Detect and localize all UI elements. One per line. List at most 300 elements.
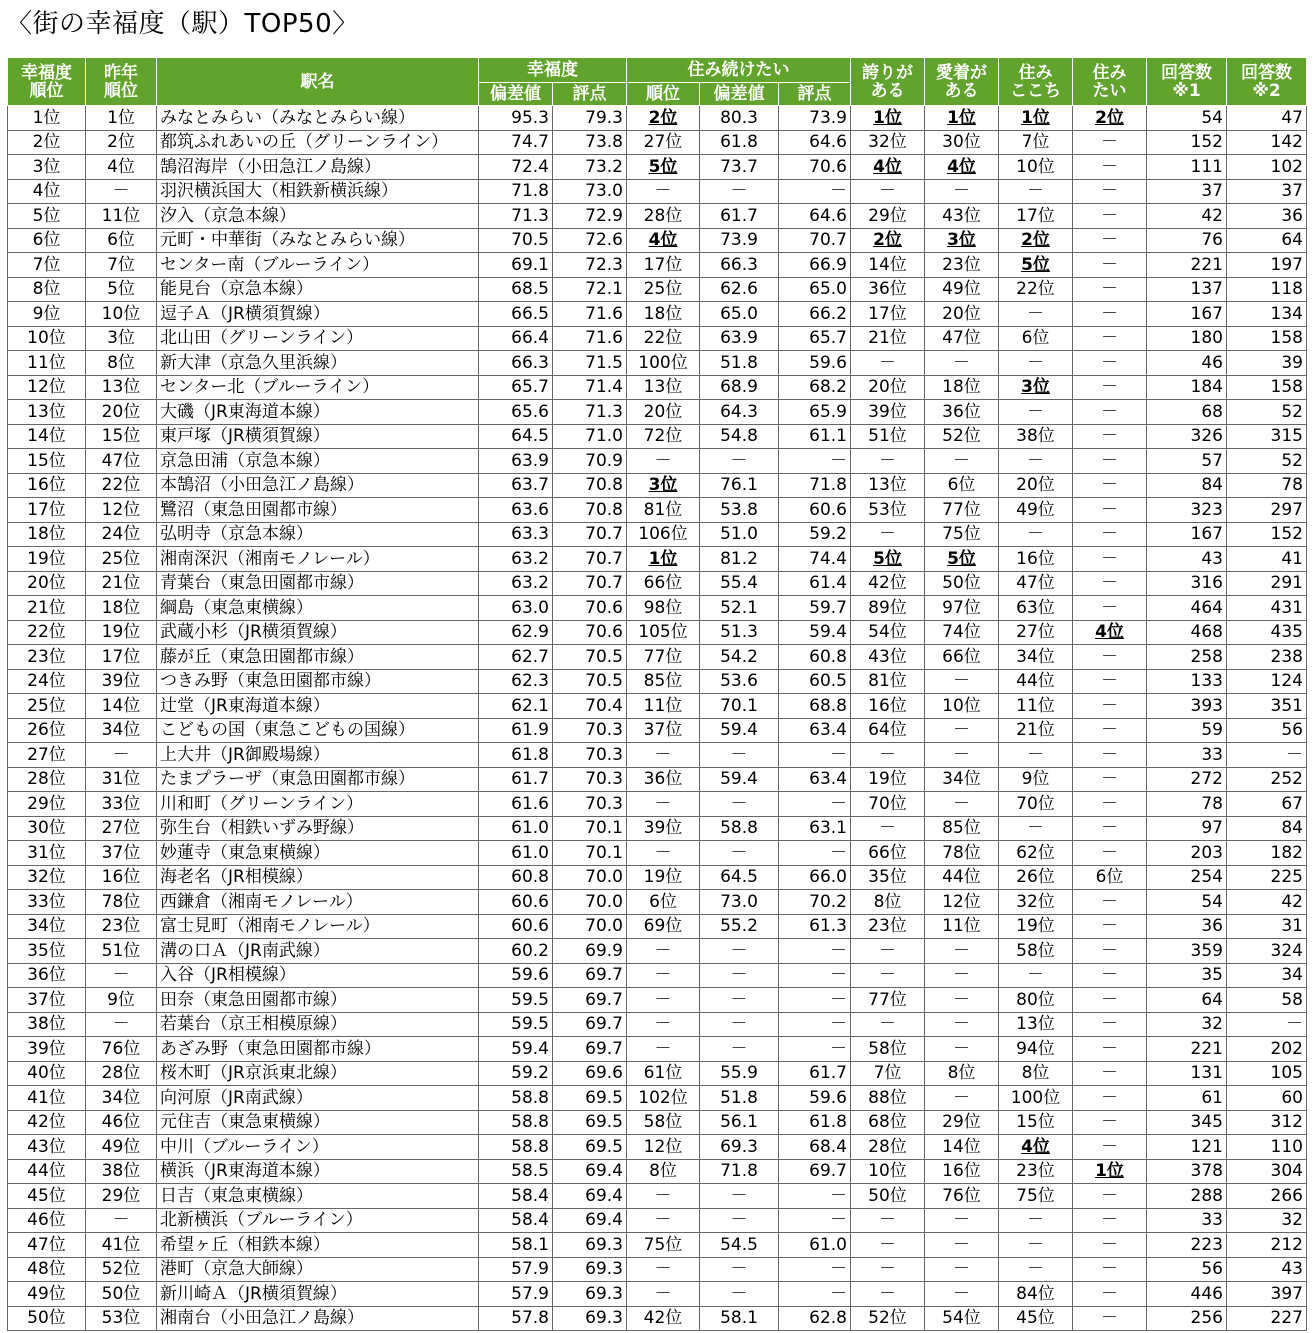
- cell-responses-2: 105: [1227, 1061, 1307, 1086]
- cell-desire-rank: －: [1073, 645, 1147, 670]
- cell-responses-1: 359: [1147, 939, 1227, 964]
- cell-desire-rank: －: [1073, 718, 1147, 743]
- cell-responses-1: 446: [1147, 1282, 1227, 1307]
- cell-want-rank: 2位: [627, 106, 700, 131]
- cell-pride-rank: 77位: [851, 988, 925, 1013]
- table-row: [8, 326, 1307, 351]
- cell-desire-rank: －: [1073, 571, 1147, 596]
- cell-responses-1: 393: [1147, 694, 1227, 719]
- cell-prev-rank: 34位: [86, 1086, 157, 1111]
- cell-desire-rank: －: [1073, 1184, 1147, 1209]
- cell-attachment-rank: 54位: [925, 1306, 999, 1331]
- cell-happiness-score: 73.2: [553, 155, 627, 180]
- cell-happiness-dev: 59.5: [479, 1012, 553, 1037]
- cell-prev-rank: 27位: [86, 816, 157, 841]
- cell-prev-rank: 4位: [86, 155, 157, 180]
- cell-happiness-dev: 64.5: [479, 424, 553, 449]
- cell-comfort-rank: 17位: [999, 204, 1073, 229]
- cell-want-rank: 19位: [627, 865, 700, 890]
- cell-prev-rank: 38位: [86, 1159, 157, 1184]
- cell-prev-rank: 28位: [86, 1061, 157, 1086]
- cell-want-score: 69.7: [779, 1159, 851, 1184]
- cell-pride-rank: 23位: [851, 914, 925, 939]
- cell-pride-rank: 32位: [851, 130, 925, 155]
- cell-want-dev: 63.9: [700, 326, 779, 351]
- cell-want-rank: 8位: [627, 1159, 700, 1184]
- cell-comfort-rank: 13位: [999, 1012, 1073, 1037]
- cell-responses-2: 36: [1227, 204, 1307, 229]
- cell-want-score: －: [779, 1037, 851, 1062]
- table-row: [8, 106, 1307, 131]
- cell-responses-2: 312: [1227, 1110, 1307, 1135]
- cell-pride-rank: 70位: [851, 792, 925, 817]
- cell-responses-1: 152: [1147, 130, 1227, 155]
- cell-desire-rank: －: [1073, 1257, 1147, 1282]
- cell-station-name: 中川（ブルーライン）: [157, 1135, 479, 1160]
- cell-pride-rank: －: [851, 351, 925, 376]
- cell-rank: 10位: [8, 326, 86, 351]
- cell-happiness-score: 69.7: [553, 988, 627, 1013]
- cell-desire-rank: －: [1073, 424, 1147, 449]
- header-want-rank: 順位: [627, 83, 700, 106]
- cell-prev-rank: 2位: [86, 130, 157, 155]
- cell-pride-rank: 64位: [851, 718, 925, 743]
- cell-want-dev: 80.3: [700, 106, 779, 131]
- cell-responses-1: 133: [1147, 669, 1227, 694]
- cell-happiness-score: 70.0: [553, 890, 627, 915]
- cell-station-name: 北山田（グリーンライン）: [157, 326, 479, 351]
- cell-want-score: 61.1: [779, 424, 851, 449]
- cell-comfort-rank: －: [999, 743, 1073, 768]
- cell-prev-rank: 29位: [86, 1184, 157, 1209]
- cell-responses-2: 197: [1227, 253, 1307, 278]
- table-row: [8, 1086, 1307, 1111]
- cell-attachment-rank: －: [925, 1012, 999, 1037]
- cell-rank: 21位: [8, 596, 86, 621]
- cell-want-dev: －: [700, 963, 779, 988]
- cell-station-name: 逗子Ａ（JR横須賀線）: [157, 302, 479, 327]
- cell-want-score: 59.6: [779, 1086, 851, 1111]
- cell-happiness-score: 71.3: [553, 400, 627, 425]
- cell-rank: 19位: [8, 547, 86, 572]
- cell-pride-rank: 88位: [851, 1086, 925, 1111]
- cell-happiness-dev: 66.3: [479, 351, 553, 376]
- cell-responses-2: 252: [1227, 767, 1307, 792]
- cell-rank: 43位: [8, 1135, 86, 1160]
- cell-happiness-dev: 61.6: [479, 792, 553, 817]
- table-row: [8, 204, 1307, 229]
- cell-want-score: 61.3: [779, 914, 851, 939]
- cell-want-dev: 65.0: [700, 302, 779, 327]
- cell-pride-rank: 29位: [851, 204, 925, 229]
- cell-prev-rank: 3位: [86, 326, 157, 351]
- cell-want-score: －: [779, 743, 851, 768]
- cell-rank: 32位: [8, 865, 86, 890]
- cell-pride-rank: －: [851, 1208, 925, 1233]
- cell-want-score: 70.7: [779, 228, 851, 253]
- cell-happiness-dev: 58.4: [479, 1208, 553, 1233]
- cell-attachment-rank: 8位: [925, 1061, 999, 1086]
- cell-rank: 15位: [8, 449, 86, 474]
- cell-attachment-rank: －: [925, 351, 999, 376]
- cell-station-name: 海老名（JR相模線）: [157, 865, 479, 890]
- cell-want-score: 71.8: [779, 473, 851, 498]
- header-station: 駅名: [157, 58, 479, 106]
- header-want-live: 住み続けたい: [627, 58, 851, 83]
- cell-responses-1: 323: [1147, 498, 1227, 523]
- cell-desire-rank: －: [1073, 988, 1147, 1013]
- header-responses-1: 回答数 ※1: [1147, 58, 1227, 106]
- cell-comfort-rank: 11位: [999, 694, 1073, 719]
- cell-responses-2: 124: [1227, 669, 1307, 694]
- cell-happiness-dev: 58.1: [479, 1233, 553, 1258]
- cell-comfort-rank: 1位: [999, 106, 1073, 131]
- cell-want-dev: －: [700, 1208, 779, 1233]
- cell-responses-2: 56: [1227, 718, 1307, 743]
- cell-want-dev: 73.9: [700, 228, 779, 253]
- cell-prev-rank: 22位: [86, 473, 157, 498]
- cell-rank: 26位: [8, 718, 86, 743]
- cell-pride-rank: －: [851, 816, 925, 841]
- cell-attachment-rank: －: [925, 1282, 999, 1307]
- cell-rank: 18位: [8, 522, 86, 547]
- header-want-dev: 偏差値: [700, 83, 779, 106]
- cell-station-name: たまプラーザ（東急田園都市線）: [157, 767, 479, 792]
- cell-happiness-score: 71.4: [553, 375, 627, 400]
- cell-desire-rank: －: [1073, 179, 1147, 204]
- cell-happiness-score: 69.5: [553, 1135, 627, 1160]
- cell-want-score: －: [779, 179, 851, 204]
- cell-rank: 12位: [8, 375, 86, 400]
- cell-happiness-score: 69.9: [553, 939, 627, 964]
- cell-want-score: 68.8: [779, 694, 851, 719]
- cell-comfort-rank: 9位: [999, 767, 1073, 792]
- cell-want-rank: 72位: [627, 424, 700, 449]
- cell-prev-rank: 46位: [86, 1110, 157, 1135]
- cell-prev-rank: 50位: [86, 1282, 157, 1307]
- cell-attachment-rank: －: [925, 179, 999, 204]
- cell-rank: 13位: [8, 400, 86, 425]
- table-row: [8, 449, 1307, 474]
- cell-prev-rank: 33位: [86, 792, 157, 817]
- cell-station-name: 日吉（東急東横線）: [157, 1184, 479, 1209]
- cell-attachment-rank: 50位: [925, 571, 999, 596]
- cell-happiness-score: 70.5: [553, 645, 627, 670]
- cell-want-rank: －: [627, 988, 700, 1013]
- cell-comfort-rank: 27位: [999, 620, 1073, 645]
- cell-attachment-rank: －: [925, 1037, 999, 1062]
- cell-desire-rank: －: [1073, 326, 1147, 351]
- cell-want-dev: －: [700, 1282, 779, 1307]
- cell-prev-rank: 13位: [86, 375, 157, 400]
- cell-desire-rank: －: [1073, 669, 1147, 694]
- cell-attachment-rank: －: [925, 988, 999, 1013]
- cell-responses-2: 225: [1227, 865, 1307, 890]
- cell-comfort-rank: 22位: [999, 277, 1073, 302]
- cell-want-dev: 55.9: [700, 1061, 779, 1086]
- cell-pride-rank: 20位: [851, 375, 925, 400]
- table-row: [8, 890, 1307, 915]
- table-row: [8, 253, 1307, 278]
- cell-station-name: こどもの国（東急こどもの国線）: [157, 718, 479, 743]
- cell-want-dev: －: [700, 988, 779, 1013]
- cell-prev-rank: 39位: [86, 669, 157, 694]
- cell-want-score: 59.4: [779, 620, 851, 645]
- cell-happiness-score: 70.3: [553, 743, 627, 768]
- cell-responses-1: 97: [1147, 816, 1227, 841]
- cell-happiness-dev: 59.2: [479, 1061, 553, 1086]
- cell-responses-1: 221: [1147, 1037, 1227, 1062]
- cell-rank: 31位: [8, 841, 86, 866]
- cell-pride-rank: 21位: [851, 326, 925, 351]
- cell-attachment-rank: 29位: [925, 1110, 999, 1135]
- cell-desire-rank: －: [1073, 1135, 1147, 1160]
- cell-comfort-rank: －: [999, 1208, 1073, 1233]
- cell-happiness-score: 71.6: [553, 326, 627, 351]
- cell-want-score: 60.6: [779, 498, 851, 523]
- cell-happiness-dev: 62.3: [479, 669, 553, 694]
- cell-want-score: 59.2: [779, 522, 851, 547]
- table-row: [8, 1282, 1307, 1307]
- cell-responses-1: 54: [1147, 890, 1227, 915]
- cell-want-rank: 22位: [627, 326, 700, 351]
- cell-station-name: 本鵠沼（小田急江ノ島線）: [157, 473, 479, 498]
- cell-want-rank: －: [627, 1012, 700, 1037]
- table-row: [8, 1184, 1307, 1209]
- cell-responses-1: 46: [1147, 351, 1227, 376]
- cell-comfort-rank: 34位: [999, 645, 1073, 670]
- cell-pride-rank: －: [851, 522, 925, 547]
- cell-rank: 30位: [8, 816, 86, 841]
- cell-want-rank: －: [627, 963, 700, 988]
- cell-want-rank: 25位: [627, 277, 700, 302]
- cell-prev-rank: 51位: [86, 939, 157, 964]
- cell-station-name: 溝の口Ａ（JR南武線）: [157, 939, 479, 964]
- cell-want-rank: 102位: [627, 1086, 700, 1111]
- cell-want-score: 73.9: [779, 106, 851, 131]
- cell-want-rank: 58位: [627, 1110, 700, 1135]
- cell-responses-2: 52: [1227, 449, 1307, 474]
- cell-comfort-rank: 80位: [999, 988, 1073, 1013]
- cell-prev-rank: －: [86, 963, 157, 988]
- cell-want-rank: －: [627, 1208, 700, 1233]
- cell-comfort-rank: 10位: [999, 155, 1073, 180]
- cell-want-score: －: [779, 449, 851, 474]
- cell-comfort-rank: 49位: [999, 498, 1073, 523]
- cell-responses-2: 42: [1227, 890, 1307, 915]
- cell-want-rank: 11位: [627, 694, 700, 719]
- cell-pride-rank: 4位: [851, 155, 925, 180]
- cell-happiness-score: 70.0: [553, 914, 627, 939]
- cell-responses-2: 58: [1227, 988, 1307, 1013]
- cell-desire-rank: －: [1073, 816, 1147, 841]
- cell-rank: 34位: [8, 914, 86, 939]
- cell-pride-rank: 35位: [851, 865, 925, 890]
- cell-responses-2: 351: [1227, 694, 1307, 719]
- cell-comfort-rank: －: [999, 179, 1073, 204]
- table-row: [8, 841, 1307, 866]
- cell-pride-rank: 19位: [851, 767, 925, 792]
- table-row: [8, 694, 1307, 719]
- cell-happiness-score: 70.3: [553, 767, 627, 792]
- header-rank: 幸福度 順位: [8, 58, 86, 106]
- cell-want-rank: 36位: [627, 767, 700, 792]
- ranking-body: [8, 106, 1307, 1331]
- cell-station-name: 桜木町（JR京浜東北線）: [157, 1061, 479, 1086]
- cell-comfort-rank: 4位: [999, 1135, 1073, 1160]
- cell-happiness-dev: 63.2: [479, 547, 553, 572]
- cell-happiness-dev: 62.1: [479, 694, 553, 719]
- header-happiness-dev: 偏差値: [479, 83, 553, 106]
- cell-want-dev: －: [700, 841, 779, 866]
- cell-prev-rank: 37位: [86, 841, 157, 866]
- cell-pride-rank: －: [851, 1012, 925, 1037]
- cell-station-name: 大磯（JR東海道本線）: [157, 400, 479, 425]
- cell-want-score: －: [779, 1012, 851, 1037]
- table-row: [8, 130, 1307, 155]
- cell-attachment-rank: －: [925, 743, 999, 768]
- cell-happiness-dev: 60.6: [479, 890, 553, 915]
- cell-want-score: 70.6: [779, 155, 851, 180]
- cell-desire-rank: －: [1073, 1233, 1147, 1258]
- cell-comfort-rank: 8位: [999, 1061, 1073, 1086]
- cell-comfort-rank: －: [999, 1233, 1073, 1258]
- cell-want-rank: 81位: [627, 498, 700, 523]
- cell-want-rank: 69位: [627, 914, 700, 939]
- cell-happiness-dev: 59.4: [479, 1037, 553, 1062]
- cell-want-rank: 37位: [627, 718, 700, 743]
- cell-happiness-score: 72.3: [553, 253, 627, 278]
- cell-station-name: 横浜（JR東海道本線）: [157, 1159, 479, 1184]
- cell-responses-2: 182: [1227, 841, 1307, 866]
- cell-happiness-score: 70.6: [553, 596, 627, 621]
- cell-rank: 50位: [8, 1306, 86, 1331]
- cell-attachment-rank: 10位: [925, 694, 999, 719]
- cell-prev-rank: 47位: [86, 449, 157, 474]
- cell-want-dev: 61.7: [700, 204, 779, 229]
- cell-prev-rank: 1位: [86, 106, 157, 131]
- cell-attachment-rank: 14位: [925, 1135, 999, 1160]
- cell-responses-2: 43: [1227, 1257, 1307, 1282]
- table-row: [8, 473, 1307, 498]
- cell-happiness-score: 70.6: [553, 620, 627, 645]
- cell-station-name: 藤が丘（東急田園都市線）: [157, 645, 479, 670]
- cell-prev-rank: 18位: [86, 596, 157, 621]
- cell-comfort-rank: 6位: [999, 326, 1073, 351]
- cell-responses-2: 202: [1227, 1037, 1307, 1062]
- cell-want-dev: 51.0: [700, 522, 779, 547]
- cell-comfort-rank: 84位: [999, 1282, 1073, 1307]
- cell-comfort-rank: －: [999, 400, 1073, 425]
- table-row: [8, 1233, 1307, 1258]
- cell-responses-1: 464: [1147, 596, 1227, 621]
- cell-desire-rank: －: [1073, 767, 1147, 792]
- cell-responses-2: 142: [1227, 130, 1307, 155]
- cell-station-name: 鵠沼海岸（小田急江ノ島線）: [157, 155, 479, 180]
- cell-want-score: 66.9: [779, 253, 851, 278]
- table-row: [8, 400, 1307, 425]
- cell-station-name: みなとみらい（みなとみらい線）: [157, 106, 479, 131]
- cell-want-dev: －: [700, 179, 779, 204]
- cell-responses-1: 57: [1147, 449, 1227, 474]
- cell-comfort-rank: －: [999, 816, 1073, 841]
- cell-desire-rank: 4位: [1073, 620, 1147, 645]
- cell-want-score: 59.6: [779, 351, 851, 376]
- cell-want-dev: 59.4: [700, 718, 779, 743]
- cell-happiness-dev: 68.5: [479, 277, 553, 302]
- cell-rank: 38位: [8, 1012, 86, 1037]
- cell-station-name: 湘南深沢（湘南モノレール）: [157, 547, 479, 572]
- cell-rank: 24位: [8, 669, 86, 694]
- cell-want-dev: 54.2: [700, 645, 779, 670]
- cell-pride-rank: 13位: [851, 473, 925, 498]
- cell-rank: 36位: [8, 963, 86, 988]
- cell-desire-rank: －: [1073, 400, 1147, 425]
- cell-desire-rank: －: [1073, 890, 1147, 915]
- cell-station-name: 京急田浦（京急本線）: [157, 449, 479, 474]
- cell-want-rank: 12位: [627, 1135, 700, 1160]
- cell-happiness-score: 72.1: [553, 277, 627, 302]
- cell-attachment-rank: 30位: [925, 130, 999, 155]
- cell-desire-rank: －: [1073, 792, 1147, 817]
- cell-prev-rank: 16位: [86, 865, 157, 890]
- cell-pride-rank: 52位: [851, 1306, 925, 1331]
- cell-responses-1: 61: [1147, 1086, 1227, 1111]
- cell-attachment-rank: －: [925, 1086, 999, 1111]
- cell-station-name: つきみ野（東急田園都市線）: [157, 669, 479, 694]
- cell-prev-rank: 49位: [86, 1135, 157, 1160]
- cell-want-rank: 28位: [627, 204, 700, 229]
- cell-prev-rank: －: [86, 1012, 157, 1037]
- cell-happiness-dev: 63.7: [479, 473, 553, 498]
- cell-pride-rank: 54位: [851, 620, 925, 645]
- cell-happiness-score: 70.5: [553, 669, 627, 694]
- cell-responses-1: 121: [1147, 1135, 1227, 1160]
- cell-prev-rank: －: [86, 743, 157, 768]
- cell-pride-rank: －: [851, 179, 925, 204]
- cell-happiness-dev: 69.1: [479, 253, 553, 278]
- cell-attachment-rank: 36位: [925, 400, 999, 425]
- cell-desire-rank: －: [1073, 743, 1147, 768]
- cell-prev-rank: 12位: [86, 498, 157, 523]
- cell-prev-rank: 24位: [86, 522, 157, 547]
- table-row: [8, 351, 1307, 376]
- cell-happiness-score: 70.1: [553, 841, 627, 866]
- cell-responses-2: 110: [1227, 1135, 1307, 1160]
- cell-station-name: 富士見町（湘南モノレール）: [157, 914, 479, 939]
- cell-comfort-rank: 5位: [999, 253, 1073, 278]
- cell-happiness-dev: 58.8: [479, 1135, 553, 1160]
- cell-happiness-dev: 61.9: [479, 718, 553, 743]
- cell-happiness-score: 69.4: [553, 1208, 627, 1233]
- cell-responses-2: 324: [1227, 939, 1307, 964]
- table-row: [8, 1110, 1307, 1135]
- cell-pride-rank: －: [851, 449, 925, 474]
- cell-want-score: 61.8: [779, 1110, 851, 1135]
- cell-want-dev: －: [700, 1184, 779, 1209]
- cell-desire-rank: 1位: [1073, 1159, 1147, 1184]
- cell-comfort-rank: 2位: [999, 228, 1073, 253]
- cell-desire-rank: －: [1073, 253, 1147, 278]
- cell-prev-rank: 17位: [86, 645, 157, 670]
- cell-rank: 1位: [8, 106, 86, 131]
- cell-station-name: 北新横浜（ブルーライン）: [157, 1208, 479, 1233]
- cell-responses-2: 37: [1227, 179, 1307, 204]
- cell-want-score: 68.4: [779, 1135, 851, 1160]
- cell-rank: 40位: [8, 1061, 86, 1086]
- table-row: [8, 939, 1307, 964]
- cell-station-name: 向河原（JR南武線）: [157, 1086, 479, 1111]
